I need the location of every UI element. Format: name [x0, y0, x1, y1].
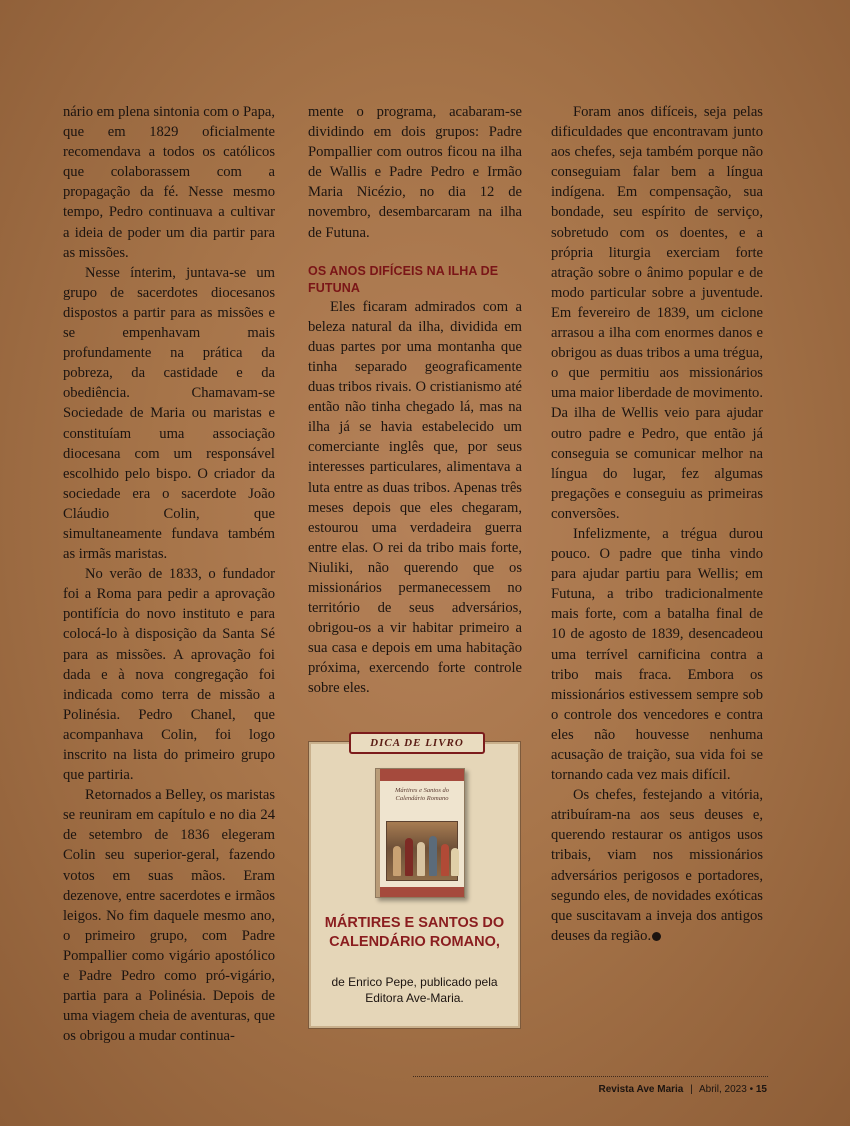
footer-separator: | — [690, 1084, 693, 1095]
paragraph: mente o programa, acabaram-se dividindo em dois grupos: Padre Pompallier com outros ficou na ilha de Wallis e Padre Pedro e Irmão Maria Nicézio, no dia 12 de novembro, desembarcaram na ilha de Futuna. — [308, 104, 522, 241]
book-spine — [376, 769, 380, 897]
footer-bullet: • — [749, 1084, 754, 1095]
book-cover-illustration — [386, 821, 458, 881]
book-tip-label: DICA DE LIVRO — [349, 732, 485, 754]
footer-divider — [413, 1076, 768, 1077]
paragraph: Nesse ínterim, juntava-se um grupo de sacerdotes diocesanos dispostos a partir para as missões e se empenhavam mais profundamente na prática da pobreza, da castidade e da obediência. Chamavam-se Sociedade de Maria ou maristas e constituíam uma associação diocesana com um responsável escolhido pelo bispo. O criador da sociedade era o sacerdote João Cláudio Colin, que simultaneamente fundava também as irmãs maristas. — [63, 264, 275, 563]
paragraph: Foram anos difíceis, seja pelas dificuldades que encontravam junto aos chefes, seja também porque não conseguiam falar bem a língua indígena. Em compensação, sua bondade, seu espírito de serviço, sobretudo com os doentes, e a própria liturgia exerciam forte atração sobre o ânimo popular e de modo particular sobre a juventude. Em fevereiro de 1839, um ciclone arrasou a ilha com enormes danos e obrigou as duas tribos a uma trégua, o que permitiu aos missionários uma maior liberdade de movimento. Da ilha de Wellis veio para ajudar outro padre e Pedro, que então já conseguia se comunicar melhor na língua do lugar, fez algumas pregações e conseguiu as primeiras conversões. — [551, 104, 763, 522]
paragraph: No verão de 1833, o fundador foi a Roma para pedir a aprovação pontifícia do novo instituto e para colocá-lo à disposição da Santa Sé para as missões. A aprovação foi dada e à nova congregação foi indicada como terra de missão a Polinésia. Pedro Chanel, que acompanhava Colin, foi logo inscrito na lista do primeiro grupo que partiria. — [63, 566, 275, 784]
issue-date: Abril, 2023 — [698, 1084, 747, 1095]
paragraph-text: Os chefes, festejando a vitória, atribuíram-na aos seus deuses e, querendo restaurar os antigos usos tribais, viam nos missionários adversários perigosos e portadores, segundo eles, de novidades exóticas que suscitavam a inveja dos antigos deuses da região. — [551, 787, 763, 944]
book-title: MÁRTIRES E SANTOS DO CALENDÁRIO ROMANO, — [324, 915, 505, 950]
magazine-name: Revista Ave Maria — [598, 1084, 684, 1095]
paragraph — [551, 785, 763, 946]
paragraph: Eles ficaram admirados com a beleza natural da ilha, dividida em duas partes por uma montanha que tinha separado geograficamente duas tribos rivais. O cristianismo até então não tinha chegado lá, mas na ilha já se havia estabelecido um comerciante inglês que, por seus interesses particulares, alimentava a luta entre as duas tribos. Apenas três meses depois que eles chegaram, estourou uma verdadeira guerra entre elas. O rei da tribo mais forte, Niuliki, não querendo que os missionários permanecessem no território de seus adversários, obrigou-os a vir habitar primeiro a sua casa e depois em uma habitação próxima, exercendo forte controle sobre eles. — [308, 298, 522, 697]
paragraph: Retornados a Belley, os maristas se reuniram em capítulo e no dia 24 de setembro de 1836 elegeram Colin seu superior-geral, fazendo votos em suas mãos. Eram dezenove, entre sacerdotes e irmãos leigos. No fim daquele mesmo ano, o primeiro grupo, com Padre Pompallier como vigário apostólico e Padre Pedro como pró-vigário, partia para a Polinésia. Depois de uma viagem cheia de aventuras, que os obrigou a mudar continua- — [63, 787, 275, 1045]
book-author-publisher: de Enrico Pepe, publicado pela Editora Ave-Maria. — [331, 975, 498, 1005]
end-of-article-icon — [652, 932, 661, 941]
book-tip-box — [308, 737, 521, 1029]
paragraph: nário em plena sintonia com o Papa, que em 1829 oficialmente recomendava a todos os católicos que colaborassem com a propagação da fé. Nesse mesmo tempo, Pedro continuava a cultivar a ideia de poder um dia partir para as missões. — [63, 104, 275, 261]
article-column-1 — [63, 102, 275, 1046]
book-cover-image — [375, 768, 465, 898]
page-number: 15 — [755, 1084, 767, 1095]
section-subheading: OS ANOS DIFÍCEIS NA ILHA DE FUTUNA — [308, 263, 499, 295]
paragraph: Infelizmente, a trégua durou pouco. O padre que tinha vindo para ajudar partiu para Wellis; em Futuna, a tribo tradicionalmente mais forte, com a batalha final de 10 de agosto de 1839, desencadeou uma terrível carnificina contra a tribo mais fraca. Embora os missionários estivessem sempre sob o controle dos vencedores e contra eles não houvesse nenhuma acusação de traição, sua vida foi se tornando cada vez mais difícil. — [551, 525, 763, 784]
article-column-3 — [551, 102, 763, 946]
article-column-2 — [308, 102, 522, 699]
book-cover-band — [380, 769, 464, 781]
book-cover-title: Mártires e Santos do Calendário Romano — [394, 787, 450, 802]
book-cover-band — [380, 887, 464, 897]
page-footer — [599, 1084, 768, 1095]
